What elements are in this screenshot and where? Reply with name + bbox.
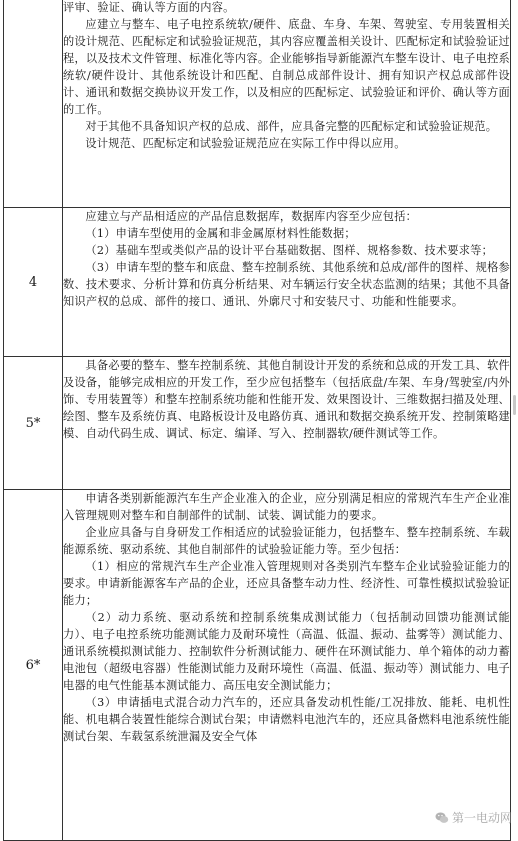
paragraph: 申请各类别新能源汽车生产企业准入的企业，应分别满足相应的常规汽车生产企业准入管理规则对整车和自制部件的试制、试装、调试能力的要求。 — [63, 492, 510, 522]
paragraph: 设计规范、匹配标定和试验验证规范应在实际工作中得以应用。 — [85, 137, 406, 150]
row-content — [63, 357, 511, 490]
paragraph: （3）申请车型的整车和底盘、整车控制系统、其他系统和总成/部件的图样、规格参数、技术要求、分析计算和仿真分析结果、对车辆运行安全状态监测的结果；其他不具备知识产权的总成、部件的接口、通讯、外廓尺寸和安装尺寸、功能和性能要求。 — [63, 261, 510, 308]
paragraph: 评审、验证、确认等方面的内容。 — [63, 1, 235, 14]
watermark — [435, 809, 512, 826]
table-row — [4, 0, 511, 208]
table-row — [4, 208, 511, 357]
row-content — [63, 208, 511, 357]
paragraph: 对于其他不具备知识产权的总成、部件，应具备完整的匹配标定和试验验证规范。 — [85, 120, 498, 133]
paragraph: （1）申请车型使用的金属和非金属原材料性能数据； — [85, 227, 356, 240]
row-content — [63, 490, 511, 841]
paragraph: 具备必要的整车、整车控制系统、其他自制设计开发的系统和总成的开发工具、软件及设备，能够完成相应的开发工作，至少应包括整车（包括底盘/车架、车身/驾驶室/内外饰、专用装置等）和整车控制系统功能和性能开发、效果图设计、三维数据扫描及处理、绘图、整车及系统仿真、电路板设计及电路仿真、通讯和数据交换系统开发、控制策略建模、自动代码生成、调试、标定、编译、写入、控制器软/硬件测试等工作。 — [63, 359, 510, 440]
wechat-icon — [435, 811, 449, 825]
row-number — [4, 0, 63, 208]
paragraph: 应建立与整车、电子电控系统软/硬件、底盘、车身、车架、驾驶室、专用装置相关的设计规范、匹配标定和试验验证规范，其内容应覆盖相关设计、匹配标定和试验验证过程，以及技术文件管理、标准化等内容。企业能够指导新能源汽车整车设计、电子电控系统软/硬件设计、其他系统设计和匹配、自制总成部件设计、拥有知识产权总成部件设计、通讯和数据交换协议开发工作，以及相应的匹配标定、试验验证和评价、确认等方面的工作。 — [63, 18, 510, 116]
table-row — [4, 357, 511, 490]
paragraph: （1）相应的常规汽车生产企业准入管理规则对各类别汽车整车企业试验验证能力的要求。申请新能源客车产品的企业，还应具备整车动力性、经济性、可靠性模拟试验验证能力； — [63, 560, 510, 607]
scrollbar-thumb[interactable] — [513, 395, 516, 415]
paragraph: 应建立与产品相适应的产品信息数据库，数据库内容至少应包括： — [85, 210, 418, 223]
paragraph: （2）基础车型或类似产品的设计平台基础数据、图样、规格参数、技术要求等； — [85, 244, 494, 257]
paragraph: （3）申请插电式混合动力汽车的，还应具备发动机性能/工况排放、能耗、电机性能、机电耦合装置性能综合测试台架；申请燃料电池汽车的，还应具备燃料电池系统性能测试台架、车载氢系统泄漏及安全气体 — [63, 696, 510, 743]
paragraph: 企业应具备与自身研发工作相适应的试验验证能力，包括整车、整车控制系统、车载能源系统、驱动系统、其他自制部件的试验验证能力等。至少包括： — [63, 526, 510, 556]
paragraph: （2）动力系统、驱动系统和控制系统集成测试能力（包括制动回馈功能测试能力）、电子电控系统功能测试能力及耐环境性（高温、低温、振动、盐雾等）测试能力、通讯系统模拟测试能力、控制软件分析测试能力、硬件在环测试能力、单个箱体的动力蓄电池包（超级电容器）性能测试能力及耐环境性（高温、低温、振动等）测试能力、电子电器的电气性能基本测试能力、高压电安全测试能力； — [63, 611, 510, 692]
requirements-table — [3, 0, 511, 841]
watermark-text: 第一电动网 — [451, 811, 512, 825]
row-content — [63, 0, 511, 208]
row-number: 4 — [4, 208, 63, 357]
row-number: 5* — [4, 357, 63, 490]
table-row — [4, 490, 511, 841]
row-number: 6* — [4, 490, 63, 841]
